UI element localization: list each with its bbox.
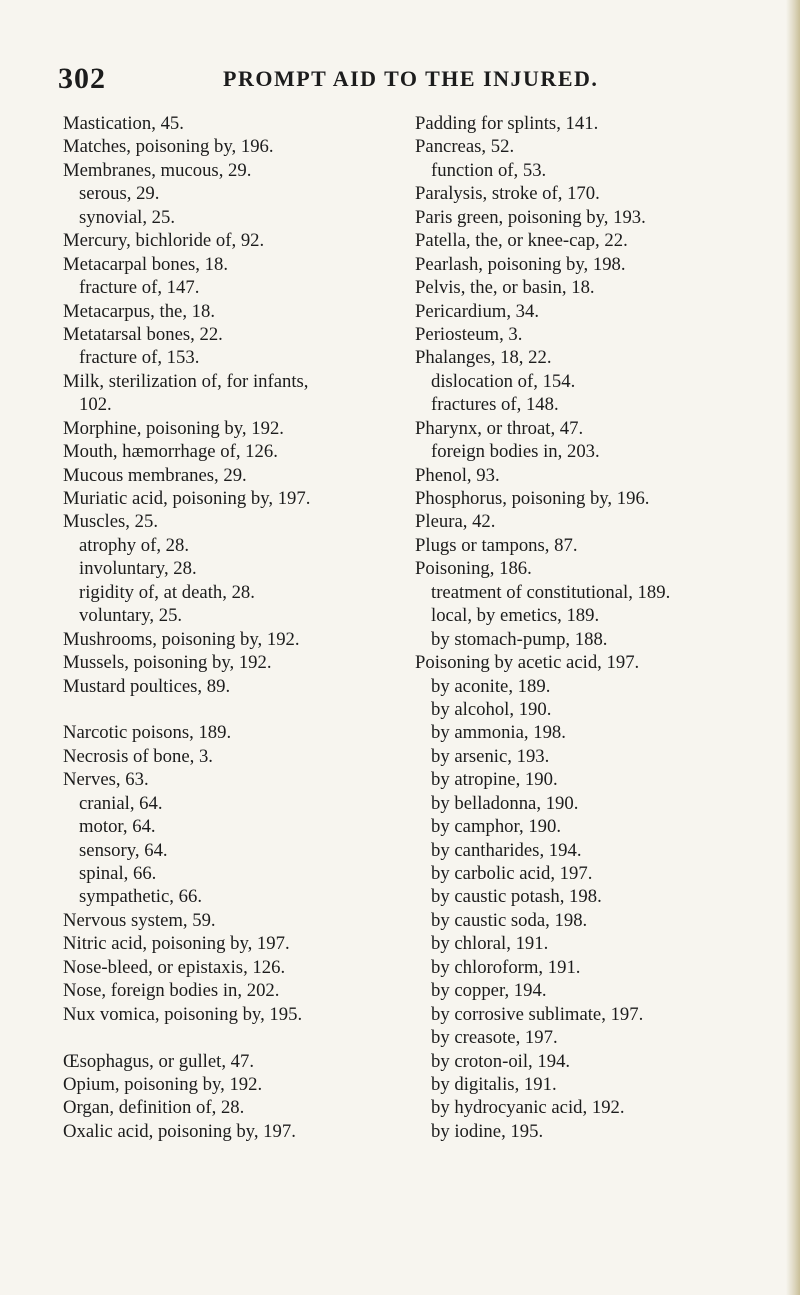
index-entry: Phenol, 93.: [415, 464, 500, 486]
index-subentry: by digitalis, 191.: [431, 1073, 557, 1095]
index-entry: Pancreas, 52.: [415, 136, 515, 158]
index-entry: Morphine, poisoning by, 192.: [63, 417, 284, 439]
index-entry: Membranes, mucous, 29.: [63, 159, 252, 181]
index-entry: Muriatic acid, poisoning by, 197.: [63, 488, 311, 509]
index-subentry: motor, 64.: [79, 816, 156, 838]
index-entry: Pleura, 42.: [415, 511, 496, 533]
page-edge-shadow: [786, 0, 800, 1295]
index-subentry: cranial, 64.: [79, 792, 163, 814]
index-subentry: by creasote, 197.: [431, 1027, 558, 1049]
index-entry: Œsophagus, or gullet, 47.: [63, 1050, 255, 1072]
index-entry: Paris green, poisoning by, 193.: [415, 206, 646, 228]
index-entry: Phalanges, 18, 22.: [415, 347, 552, 369]
running-title: PROMPT AID TO THE INJURED.: [223, 66, 599, 91]
index-subentry: by hydrocyanic acid, 192.: [431, 1097, 625, 1119]
index-subentry: serous, 29.: [79, 183, 160, 205]
index-entry: Pharynx, or throat, 47.: [415, 417, 584, 439]
index-subentry: synovial, 25.: [79, 206, 176, 228]
index-subentry: foreign bodies in, 203.: [431, 441, 600, 463]
index-subentry: by croton-oil, 194.: [431, 1050, 571, 1072]
index-subentry: fracture of, 153.: [79, 347, 200, 369]
index-subentry: fractures of, 148.: [431, 394, 559, 416]
index-subentry: by atropine, 190.: [431, 769, 558, 791]
index-subentry: dislocation of, 154.: [431, 370, 576, 392]
index-entry: Nitric acid, poisoning by, 197.: [63, 933, 290, 955]
index-entry: Matches, poisoning by, 196.: [63, 136, 274, 158]
index-entry: Nux vomica, poisoning by, 195.: [63, 1003, 303, 1025]
index-entry: Pelvis, the, or basin, 18.: [415, 277, 595, 299]
page-number: 302: [58, 62, 106, 95]
index-entry: Poisoning, 186.: [415, 558, 532, 580]
index-entry: Periosteum, 3.: [415, 323, 523, 345]
index-subentry: spinal, 66.: [79, 863, 157, 884]
index-entry: Necrosis of bone, 3.: [63, 745, 213, 767]
index-entry: Mushrooms, poisoning by, 192.: [63, 628, 300, 650]
index-subentry: local, by emetics, 189.: [431, 605, 600, 627]
index-entry: Patella, the, or knee-cap, 22.: [415, 230, 628, 252]
index-subentry: 102.: [79, 394, 112, 416]
index-subentry: treatment of constitutional, 189.: [431, 581, 671, 603]
index-subentry: atrophy of, 28.: [79, 534, 190, 556]
index-entry: Nervous system, 59.: [63, 909, 216, 931]
index-subentry: by carbolic acid, 197.: [431, 863, 593, 884]
index-subentry: by iodine, 195.: [431, 1120, 544, 1142]
index-subentry: function of, 53.: [431, 159, 547, 181]
index-entry: Mastication, 45.: [63, 113, 184, 134]
index-subentry: by stomach-pump, 188.: [431, 628, 608, 650]
index-subentry: sensory, 64.: [79, 839, 168, 861]
index-subentry: by ammonia, 198.: [431, 722, 566, 744]
section-gap: [63, 1026, 393, 1049]
index-entry: Organ, definition of, 28.: [63, 1097, 245, 1119]
index-entry: Plugs or tampons, 87.: [415, 534, 578, 556]
index-entry: Nose, foreign bodies in, 202.: [63, 980, 280, 1002]
index-subentry: fracture of, 147.: [79, 277, 200, 299]
section-gap: [63, 698, 393, 721]
page-header: [58, 62, 758, 98]
index-entry: Padding for splints, 141.: [415, 113, 599, 134]
index-entry: Mucous membranes, 29.: [63, 464, 247, 486]
index-subentry: by corrosive sublimate, 197.: [431, 1003, 644, 1025]
index-entry: Opium, poisoning by, 192.: [63, 1073, 263, 1095]
index-subentry: by caustic soda, 198.: [431, 909, 588, 931]
index-subentry: by alcohol, 190.: [431, 698, 552, 720]
index-entry: Nerves, 63.: [63, 769, 149, 791]
index-subentry: by copper, 194.: [431, 980, 547, 1002]
index-entry: Phosphorus, poisoning by, 196.: [415, 488, 650, 509]
index-entry: Mussels, poisoning by, 192.: [63, 652, 272, 674]
index-subentry: by aconite, 189.: [431, 675, 551, 697]
index-entry: Nose-bleed, or epistaxis, 126.: [63, 956, 286, 978]
index-column-right: [415, 112, 760, 1143]
index-subentry: rigidity of, at death, 28.: [79, 581, 255, 603]
index-entry: Metatarsal bones, 22.: [63, 323, 223, 345]
index-column-left: [63, 112, 393, 1143]
index-subentry: by chloral, 191.: [431, 933, 549, 955]
index-subentry: by arsenic, 193.: [431, 745, 550, 767]
index-entry: Narcotic poisons, 189.: [63, 722, 232, 744]
index-entry: Metacarpal bones, 18.: [63, 253, 229, 275]
index-subentry: by camphor, 190.: [431, 816, 562, 838]
index-subentry: by belladonna, 190.: [431, 792, 579, 814]
index-entry: Pericardium, 34.: [415, 300, 540, 322]
index-entry: Poisoning by acetic acid, 197.: [415, 652, 640, 674]
index-entry: Mercury, bichloride of, 92.: [63, 230, 265, 252]
index-entry: Pearlash, poisoning by, 198.: [415, 253, 626, 275]
index-subentry: sympathetic, 66.: [79, 886, 203, 908]
index-subentry: voluntary, 25.: [79, 605, 183, 627]
index-subentry: by cantharides, 194.: [431, 839, 582, 861]
index-entry: Milk, sterilization of, for infants,: [63, 370, 309, 392]
index-subentry: involuntary, 28.: [79, 558, 197, 580]
index-entry: Oxalic acid, poisoning by, 197.: [63, 1120, 296, 1142]
index-entry: Mouth, hæmorrhage of, 126.: [63, 441, 278, 463]
index-entry: Metacarpus, the, 18.: [63, 300, 216, 322]
index-entry: Mustard poultices, 89.: [63, 675, 231, 697]
index-entry: Paralysis, stroke of, 170.: [415, 183, 600, 205]
index-subentry: by chloroform, 191.: [431, 956, 581, 978]
index-entry: Muscles, 25.: [63, 511, 158, 533]
index-subentry: by caustic potash, 198.: [431, 886, 602, 908]
